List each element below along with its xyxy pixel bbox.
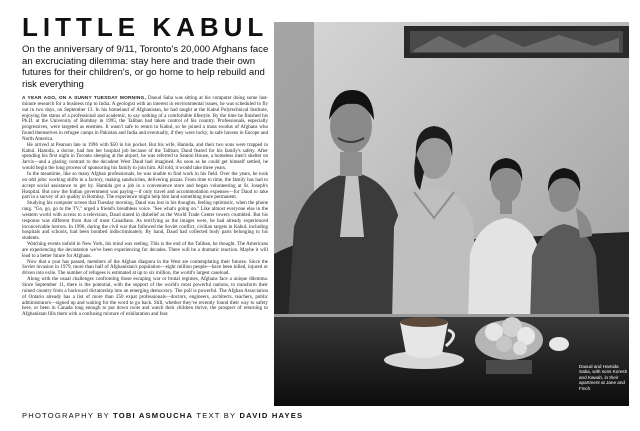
deck: On the anniversary of 9/11, Toronto's 20,000 Afghans face an excruciating dilemma: stay here and trade their own futures for their children's, or go home to help rebuild and risk everything (22, 44, 269, 90)
body-paragraph: Watching events unfold in New York, his mind was reeling. This is the end of the Taliban, he thought. The Americans are experiencing the devastation we've been experiencing for decades. There will be a dramatic reaction. Maybe it will lead to a better future for Afghans. (22, 241, 268, 259)
paragraph-text: Daoud Saba was sitting at his computer doing some last-minute research for a business trip to India. A geologist with an interest in environmental issues, he was scheduled to fly out in two days, on September 13. In his homeland of Afghanistan, he had taught at the Kabul Polytechnical Institute, enjoying the status of a professional and academic, to say nothing of a comfortable lifestyle. By the time he finished his Ph.D. at the University of Bombay in 1995, the Taliban had taken control of his country. Professionals, especially progressives, were targeted as enemies. It wasn't safe to return to Kabul, so he joined a mass exodus of Afghans who found themselves in refugee camps in Pakistan and India and eventually, if they were lucky, in safe havens in Europe and North America. (22, 95, 268, 142)
headline: LITTLE KABUL (22, 12, 269, 42)
body-paragraph: Studying his computer screen that Tuesday morning, Daud was lost in his thoughts, feeling optimistic, when the phone rang. "Go, go, go to the TV," urged a friend's breathless voice. "See what's going on." Like almost everyone else in the western world with access to a television, Daud stared in disbelief as the World Trade Center towers crumbled. But his response was different from that of most Canadians. As terrifying as the images were, he had already experienced inconceivable horrors. In 1990, during the civil war that followed the Soviet conflict, civilian targets in Kabul, including hospitals and schools, had been bombed indiscriminately. By hand, Daud had collected body parts belonging to his students. (22, 200, 268, 242)
family-photo (274, 22, 629, 406)
photographer-name: TOBI ASMOUCHA (113, 411, 194, 420)
body-paragraph: He arrived at Pearson late in 1996 with $50 in his pocket. But his wife, Hamida, and their two sons were trapped in Kabul. Hamida, a doctor, had lost her hospital job because of the Taliban; Daud feared for his family's safety. After spending his first night in Toronto sleeping at the airport, he was referred to Seaton House, a homeless men's shelter on Jarvis—and a glaring contrast to the decadent West Daud had imagined. As soon as he could get himself settled, he would begin the long process of sponsoring his family to join him. All told, it would take three years. (22, 141, 268, 172)
text-credit-label: TEXT BY (196, 411, 237, 420)
writer-name: DAVID HAYES (239, 411, 304, 420)
byline (22, 411, 303, 420)
photo-credit-label: PHOTOGRAPHY BY (22, 411, 110, 420)
family-photo-illustration (274, 22, 629, 406)
body-paragraph: In the meantime, like so many Afghan professionals, he was unable to find work in his field. Over the years, he took on odd jobs: working shifts in a factory, making sandwiches, delivering pizzas. From time to time, the family has had to accept social assistance to get by. Hamida got a job in a convenience store and began volunteering at St. Joseph's Hospital. But now the Indian government was paying—if only travel and accommodation expenses—for Daud to take part in a survey of air quality in Bombay. The experience might help him land something more permanent. (22, 170, 268, 201)
article-body (22, 96, 268, 318)
photo-caption: Daoud and Hamida Saba, with sons Koresh and Kawah, in their apartment at Jane and Finch (579, 364, 628, 391)
body-paragraph: Along with the usual challenges confronting those escaping war or brutal regimes, Afghans face a unique dilemma. Since September 11, there is the potential, with the support of the world's most powerful nations, to transform their ruined country from a backward dictatorship into an emerging democracy. The poll is powerful. The Afghan Association of Ontario already has a list of more than 250 expat professionals—doctors, engineers, architects, teachers, public administrators—signed up and waiting for the word to go back. Still, whether they've recently found their way to safety here, or been in Canada long enough to put down roots and watch their children thrive, the prospect of returning to Afghanistan fills them with a confusing mixture of exhilaration and fear. (22, 276, 268, 318)
body-paragraph: Now that a year has passed, members of the Afghan diaspora in the West are contemplating their futures. Since the Soviet invasion in 1979, more than half of Afghanistan's population—eight million people—have been killed, injured or driven into exile. The number of refugees is estimated at up to six million, the world's largest caseload. (22, 258, 268, 277)
body-paragraph (22, 96, 268, 143)
left-page (0, 0, 304, 431)
lede-caps: A YEAR AGO, ON A SUNNY TUESDAY MORNING, (22, 96, 146, 101)
